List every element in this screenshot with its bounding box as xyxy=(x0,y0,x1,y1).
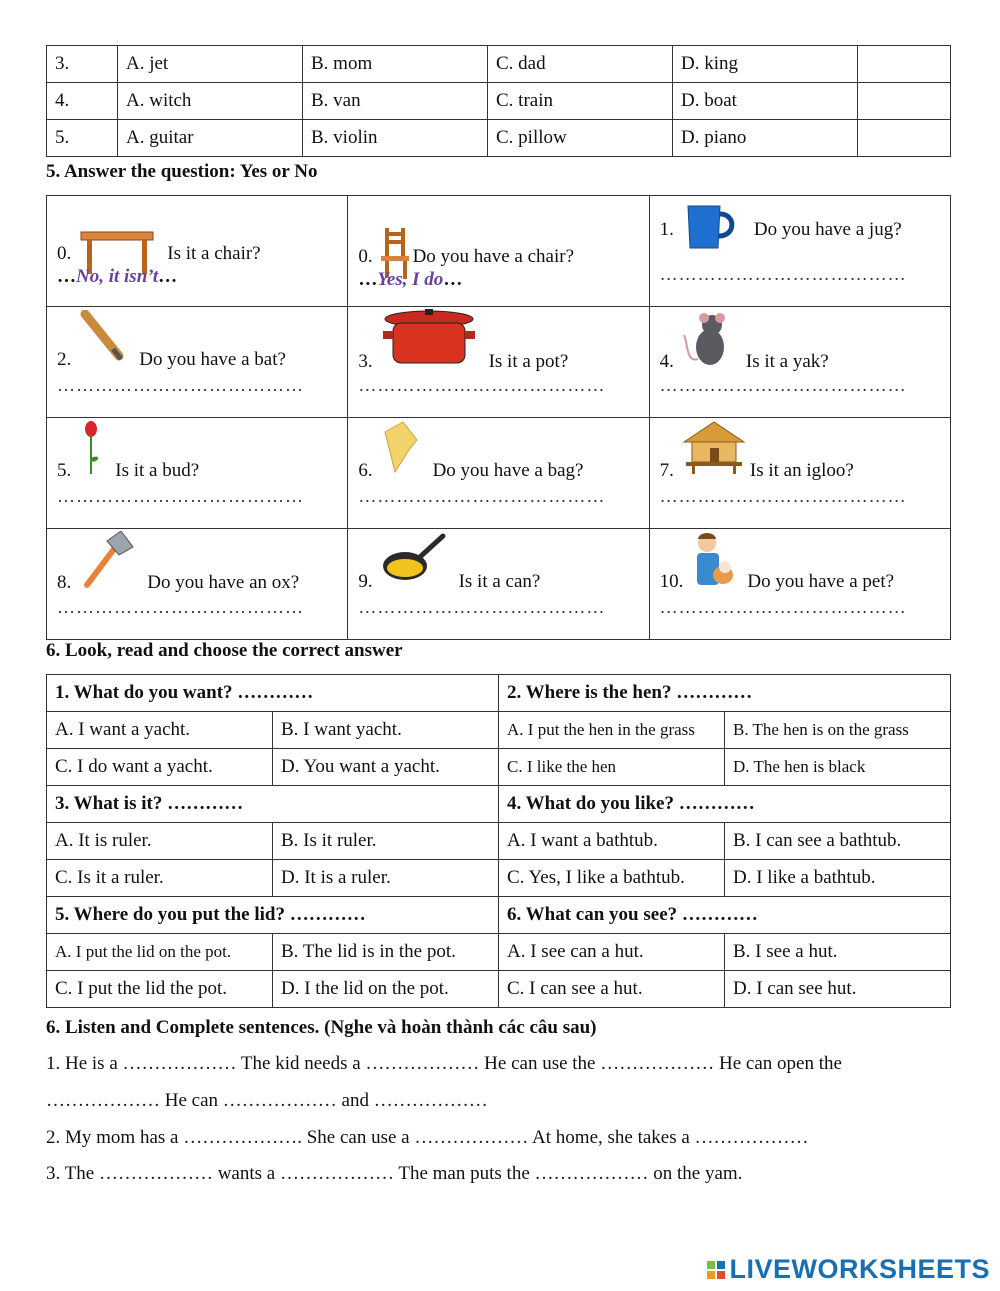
question-number: 4. xyxy=(659,351,674,372)
question-5: 5. Where do you put the lid? ………… xyxy=(47,897,499,934)
grid-row xyxy=(47,307,951,418)
section-6-heading: 6. Look, read and choose the correct answer xyxy=(46,640,403,661)
question-text: Do you have an ox? xyxy=(147,572,300,593)
listen-line-1-cont: ……………… He can ……………… and ……………… xyxy=(46,1090,488,1111)
option-b[interactable]: B. I can see a bathtub. xyxy=(725,823,951,860)
option-c: C. pillow xyxy=(488,120,673,157)
row-number: 4. xyxy=(47,83,118,120)
answer-dots: … xyxy=(358,269,378,290)
option-b[interactable]: B. The hen is on the grass xyxy=(725,712,951,749)
question-cell xyxy=(649,307,950,418)
question-number: 7. xyxy=(659,460,674,481)
question-text: Is it a chair? xyxy=(167,243,261,264)
question-text: Do you have a chair? xyxy=(412,246,575,267)
option-a[interactable]: A. I see can a hut. xyxy=(499,934,725,971)
option-a[interactable]: A. I put the hen in the grass xyxy=(499,712,725,749)
answer-line[interactable]: ………………………………… xyxy=(659,264,907,284)
question-row xyxy=(47,675,951,712)
question-number: 2. xyxy=(57,349,72,370)
question-text: Do you have a jug? xyxy=(753,219,902,240)
option-d[interactable]: D. I the lid on the pot. xyxy=(273,971,499,1008)
boy-dog-icon xyxy=(691,531,735,593)
option-c[interactable]: C. I can see a hut. xyxy=(499,971,725,1008)
grid-row xyxy=(47,418,951,529)
axe-icon xyxy=(79,531,135,595)
pot-icon xyxy=(381,309,477,375)
question-6: 6. What can you see? ………… xyxy=(499,897,951,934)
option-d[interactable]: D. I can see hut. xyxy=(725,971,951,1008)
option-d[interactable]: D. It is a ruler. xyxy=(273,860,499,897)
option-b: B. violin xyxy=(303,120,488,157)
option-b: B. mom xyxy=(303,46,488,83)
rat-icon xyxy=(682,313,734,375)
answer-line[interactable]: ………………………………… xyxy=(57,375,304,395)
option-a: A. guitar xyxy=(118,120,303,157)
answer-line[interactable]: ………………………………… xyxy=(57,597,304,617)
grid-row xyxy=(47,196,951,307)
question-cell xyxy=(348,307,649,418)
question-text: Do you have a bag? xyxy=(432,460,584,481)
option-c: C. dad xyxy=(488,46,673,83)
question-number: 10. xyxy=(659,571,684,592)
question-text: Do you have a pet? xyxy=(747,571,895,592)
question-number: 5. xyxy=(57,460,72,481)
row-number: 3. xyxy=(47,46,118,83)
question-cell xyxy=(348,418,649,529)
question-number: 3. xyxy=(358,351,373,372)
question-text: Is it a bud? xyxy=(115,460,200,481)
answer-blank-cell[interactable] xyxy=(858,120,951,157)
option-d: D. king xyxy=(673,46,858,83)
mug-icon xyxy=(682,202,742,258)
option-c[interactable]: C. I do want a yacht. xyxy=(47,749,273,786)
question-cell xyxy=(649,418,950,529)
answer-line[interactable]: ………………………………… xyxy=(57,486,304,506)
option-d[interactable]: D. You want a yacht. xyxy=(273,749,499,786)
option-d[interactable]: D. The hen is black xyxy=(725,749,951,786)
question-text: Is it a can? xyxy=(458,571,541,592)
option-a[interactable]: A. I want a bathtub. xyxy=(499,823,725,860)
question-text: Do you have a bat? xyxy=(139,349,286,370)
options-row xyxy=(47,860,951,897)
option-a[interactable]: A. It is ruler. xyxy=(47,823,273,860)
question-1: 1. What do you want? ………… xyxy=(47,675,499,712)
listen-line-1: 1. He is a ……………… The kid needs a ……………… He can use the ……………… He can open the xyxy=(46,1053,842,1074)
option-d: D. boat xyxy=(673,83,858,120)
option-a: A. jet xyxy=(118,46,303,83)
answer-text: No, it isn’t xyxy=(76,266,159,287)
answer-line[interactable]: ………………………………… xyxy=(659,375,907,395)
answer-text: Yes, I do xyxy=(377,269,444,290)
example-answer xyxy=(57,266,177,288)
cloth-icon xyxy=(381,420,421,482)
table-row xyxy=(47,120,951,157)
question-cell xyxy=(649,529,950,640)
option-a: A. witch xyxy=(118,83,303,120)
question-text: Is it a yak? xyxy=(745,351,829,372)
multiple-choice-table xyxy=(46,674,951,1008)
question-cell xyxy=(47,418,348,529)
option-b: B. van xyxy=(303,83,488,120)
options-row xyxy=(47,823,951,860)
question-row xyxy=(47,786,951,823)
answer-dots: … xyxy=(443,269,463,290)
question-number: 9. xyxy=(358,571,373,592)
example-answer xyxy=(358,269,462,291)
answer-dots: … xyxy=(57,266,76,287)
question-text: Is it an igloo? xyxy=(749,460,854,481)
rose-icon xyxy=(79,420,103,482)
options-row xyxy=(47,971,951,1008)
options-row xyxy=(47,712,951,749)
option-b[interactable]: B. The lid is in the pot. xyxy=(273,934,499,971)
bat-icon xyxy=(79,310,127,370)
hut-icon xyxy=(682,420,746,482)
question-3: 3. What is it? ………… xyxy=(47,786,499,823)
option-b[interactable]: B. Is it ruler. xyxy=(273,823,499,860)
pan-icon xyxy=(381,532,447,592)
question-cell xyxy=(649,196,950,307)
option-b[interactable]: B. I see a hut. xyxy=(725,934,951,971)
question-cell xyxy=(47,529,348,640)
logo-text: LIVEWORKSHEETS xyxy=(729,1254,990,1284)
listen-section-heading: 6. Listen and Complete sentences. (Nghe và hoàn thành các câu sau) xyxy=(46,1017,597,1038)
option-a[interactable]: A. I put the lid on the pot. xyxy=(47,934,273,971)
answer-line[interactable]: ………………………………… xyxy=(358,375,606,395)
table-row xyxy=(47,46,951,83)
question-4: 4. What do you like? ………… xyxy=(499,786,951,823)
listen-line-3: 3. The ……………… wants a ……………… The man puts the ……………… on the yam. xyxy=(46,1163,743,1184)
question-number: 1. xyxy=(659,219,674,240)
answer-line[interactable]: ………………………………… xyxy=(659,486,907,506)
logo-mark-icon xyxy=(707,1261,725,1279)
table-row xyxy=(47,83,951,120)
liveworksheets-logo xyxy=(707,1254,990,1285)
grid-row xyxy=(47,529,951,640)
answer-dots: … xyxy=(158,266,178,287)
question-number: 8. xyxy=(57,572,72,593)
question-cell xyxy=(348,196,649,307)
option-c[interactable]: C. Is it a ruler. xyxy=(47,860,273,897)
question-number: 0. xyxy=(358,246,373,267)
option-c[interactable]: C. I like the hen xyxy=(499,749,725,786)
option-c: C. train xyxy=(488,83,673,120)
question-number: 6. xyxy=(358,460,373,481)
question-cell xyxy=(47,307,348,418)
section-5-heading: 5. Answer the question: Yes or No xyxy=(46,161,318,182)
answer-line[interactable]: ………………………………… xyxy=(358,597,606,617)
option-c[interactable]: C. I put the lid the pot. xyxy=(47,971,273,1008)
answer-blank-cell[interactable] xyxy=(858,46,951,83)
top-answer-table xyxy=(46,45,951,157)
question-cell xyxy=(47,196,348,307)
row-number: 5. xyxy=(47,120,118,157)
yes-no-grid xyxy=(46,195,951,640)
option-c[interactable]: C. Yes, I like a bathtub. xyxy=(499,860,725,897)
question-number: 0. xyxy=(57,243,72,264)
option-a[interactable]: A. I want a yacht. xyxy=(47,712,273,749)
option-b[interactable]: B. I want yacht. xyxy=(273,712,499,749)
answer-blank-cell[interactable] xyxy=(858,83,951,120)
listen-line-2: 2. My mom has a ………………. She can use a ……………… At home, she takes a ……………… xyxy=(46,1127,809,1148)
question-row xyxy=(47,897,951,934)
option-d: D. piano xyxy=(673,120,858,157)
question-2: 2. Where is the hen? ………… xyxy=(499,675,951,712)
options-row xyxy=(47,934,951,971)
answer-line[interactable]: ………………………………… xyxy=(358,486,606,506)
answer-line[interactable]: ………………………………… xyxy=(659,597,907,617)
question-cell xyxy=(348,529,649,640)
question-text: Is it a pot? xyxy=(488,351,569,372)
options-row xyxy=(47,749,951,786)
option-d[interactable]: D. I like a bathtub. xyxy=(725,860,951,897)
